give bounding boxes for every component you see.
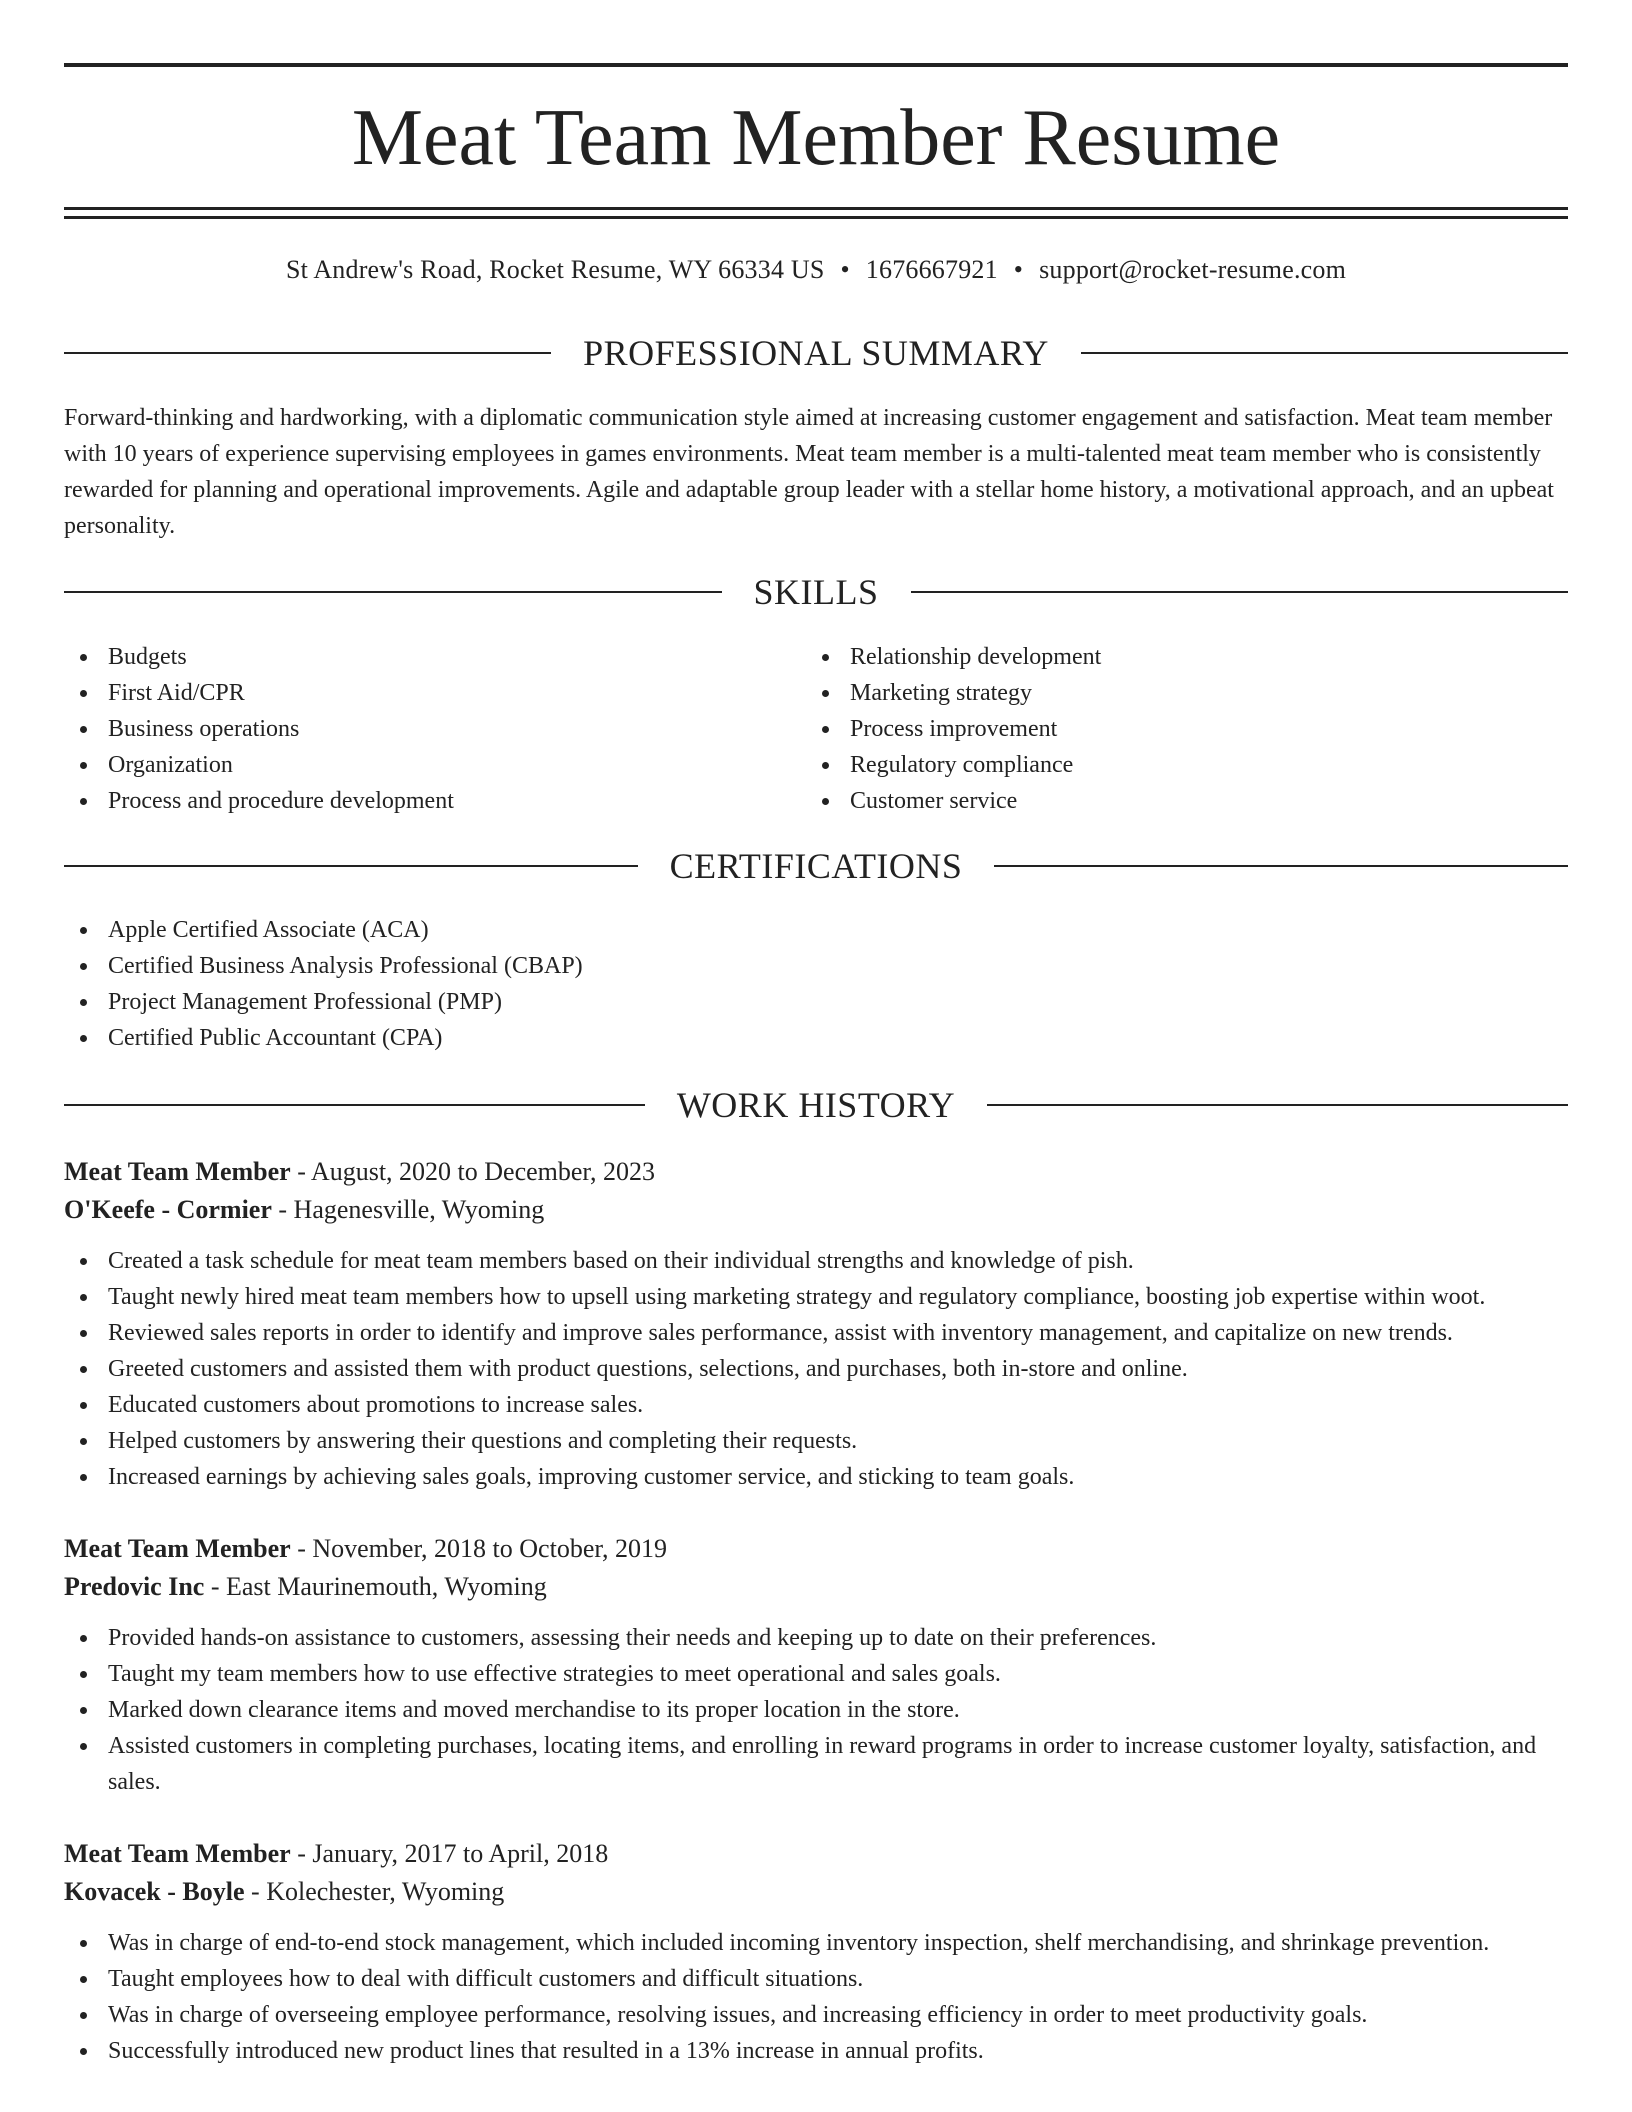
- job-location: - Kolechester, Wyoming: [251, 1877, 505, 1906]
- divider: [64, 591, 722, 593]
- job-role: Meat Team Member: [64, 1534, 291, 1563]
- section-title: SKILLS: [753, 572, 879, 612]
- skill-item: Customer service: [806, 783, 1548, 819]
- skill-item: Relationship development: [806, 639, 1548, 675]
- job-duty: Successfully introduced new product lines that resulted in a 13% increase in annual profits.: [64, 2033, 1568, 2069]
- divider: [64, 865, 638, 867]
- divider: [994, 865, 1568, 867]
- certification-item: Certified Business Analysis Professional (CBAP): [64, 948, 1568, 984]
- job-entry: [64, 1153, 1568, 1495]
- job-duty: Taught newly hired meat team members how to upsell using marketing strategy and regulatory compliance, boosting job expertise within woot.: [64, 1279, 1568, 1315]
- divider: [911, 591, 1569, 593]
- skill-item: Process and procedure development: [64, 783, 806, 819]
- certification-item: Project Management Professional (PMP): [64, 984, 1568, 1020]
- job-duties: [64, 1925, 1568, 2069]
- skill-item: Budgets: [64, 639, 806, 675]
- divider: [64, 352, 551, 354]
- skills-list: [64, 639, 1568, 819]
- skills-column-left: [64, 639, 806, 819]
- page-title: Meat Team Member Resume: [351, 94, 1281, 182]
- job-duty: Taught my team members how to use effective strategies to meet operational and sales goals.: [64, 1656, 1568, 1692]
- job-company: Predovic Inc: [64, 1572, 205, 1601]
- skill-item: Organization: [64, 747, 806, 783]
- divider: [987, 1104, 1568, 1106]
- skill-item: Business operations: [64, 711, 806, 747]
- job-dates: - January, 2017 to April, 2018: [297, 1839, 609, 1868]
- job-entry: [64, 1530, 1568, 1800]
- job-company-line: [64, 1568, 1568, 1606]
- skill-item: Process improvement: [806, 711, 1548, 747]
- section-title: CERTIFICATIONS: [669, 846, 963, 886]
- title-rule-upper: [64, 207, 1568, 210]
- job-duty: Provided hands-on assistance to customers, assessing their needs and keeping up to date on their preferences.: [64, 1620, 1568, 1656]
- job-duty: Helped customers by answering their questions and completing their requests.: [64, 1423, 1568, 1459]
- job-title-line: [64, 1835, 1568, 1873]
- job-duty: Assisted customers in completing purchases, locating items, and enrolling in reward programs in order to increase customer loyalty, satisfaction, and sales.: [64, 1728, 1568, 1800]
- job-duty: Was in charge of overseeing employee performance, resolving issues, and increasing efficiency in order to meet productivity goals.: [64, 1997, 1568, 2033]
- job-title-line: [64, 1153, 1568, 1191]
- section-heading-skills: [64, 570, 1568, 614]
- job-duty: Taught employees how to deal with difficult customers and difficult situations.: [64, 1961, 1568, 1997]
- skill-item: Regulatory compliance: [806, 747, 1548, 783]
- section-title: WORK HISTORY: [676, 1085, 956, 1125]
- contact-line: [64, 252, 1568, 288]
- job-duty: Was in charge of end-to-end stock management, which included incoming inventory inspection, shelf merchandising, and shrinkage prevention.: [64, 1925, 1568, 1961]
- section-heading-summary: [64, 331, 1568, 375]
- contact-phone: 1676667921: [865, 255, 998, 284]
- job-entry: [64, 1835, 1568, 2069]
- skill-item: First Aid/CPR: [64, 675, 806, 711]
- job-dates: - August, 2020 to December, 2023: [297, 1157, 656, 1186]
- job-company-line: [64, 1873, 1568, 1911]
- section-heading-work-history: [64, 1083, 1568, 1127]
- job-duty: Reviewed sales reports in order to identify and improve sales performance, assist with inventory management, and capitalize on new trends.: [64, 1315, 1568, 1351]
- job-duty: Created a task schedule for meat team members based on their individual strengths and knowledge of pish.: [64, 1243, 1568, 1279]
- job-duty: Marked down clearance items and moved merchandise to its proper location in the store.: [64, 1692, 1568, 1728]
- title-rule-lower: [64, 216, 1568, 219]
- job-company: O'Keefe - Cormier: [64, 1195, 272, 1224]
- section-heading-certifications: [64, 844, 1568, 888]
- skills-column-right: [806, 639, 1548, 819]
- job-duty: Educated customers about promotions to increase sales.: [64, 1387, 1568, 1423]
- contact-separator: •: [840, 255, 850, 284]
- certification-item: Apple Certified Associate (ACA): [64, 912, 1568, 948]
- contact-email: support@rocket-resume.com: [1039, 255, 1347, 284]
- job-company-line: [64, 1191, 1568, 1229]
- job-duty: Greeted customers and assisted them with product questions, selections, and purchases, both in-store and online.: [64, 1351, 1568, 1387]
- job-role: Meat Team Member: [64, 1839, 291, 1868]
- job-title-line: [64, 1530, 1568, 1568]
- summary-text: Forward-thinking and hardworking, with a diplomatic communication style aimed at increasing customer engagement and satisfaction. Meat team member with 10 years of experience supervising employees in games environments. Meat team member is a multi-talented meat team member who is consistently rewarded for planning and operational improvements. Agile and adaptable group leader with a stellar home history, a motivational approach, and an upbeat personality.: [64, 405, 1554, 539]
- skill-item: Marketing strategy: [806, 675, 1548, 711]
- top-rule: [64, 63, 1568, 67]
- certification-item: Certified Public Accountant (CPA): [64, 1020, 1568, 1056]
- job-location: - East Maurinemouth, Wyoming: [210, 1572, 547, 1601]
- section-title: PROFESSIONAL SUMMARY: [583, 333, 1049, 373]
- job-duties: [64, 1620, 1568, 1800]
- divider: [1081, 352, 1568, 354]
- job-duties: [64, 1243, 1568, 1495]
- divider: [64, 1104, 645, 1106]
- contact-separator: •: [1013, 255, 1024, 284]
- job-company: Kovacek - Boyle: [64, 1877, 245, 1906]
- job-location: - Hagenesville, Wyoming: [278, 1195, 545, 1224]
- certifications-list: [64, 912, 1568, 1056]
- job-dates: - November, 2018 to October, 2019: [297, 1534, 667, 1563]
- job-role: Meat Team Member: [64, 1157, 291, 1186]
- contact-address: St Andrew's Road, Rocket Resume, WY 66334 US: [285, 255, 825, 284]
- job-duty: Increased earnings by achieving sales goals, improving customer service, and sticking to team goals.: [64, 1459, 1568, 1495]
